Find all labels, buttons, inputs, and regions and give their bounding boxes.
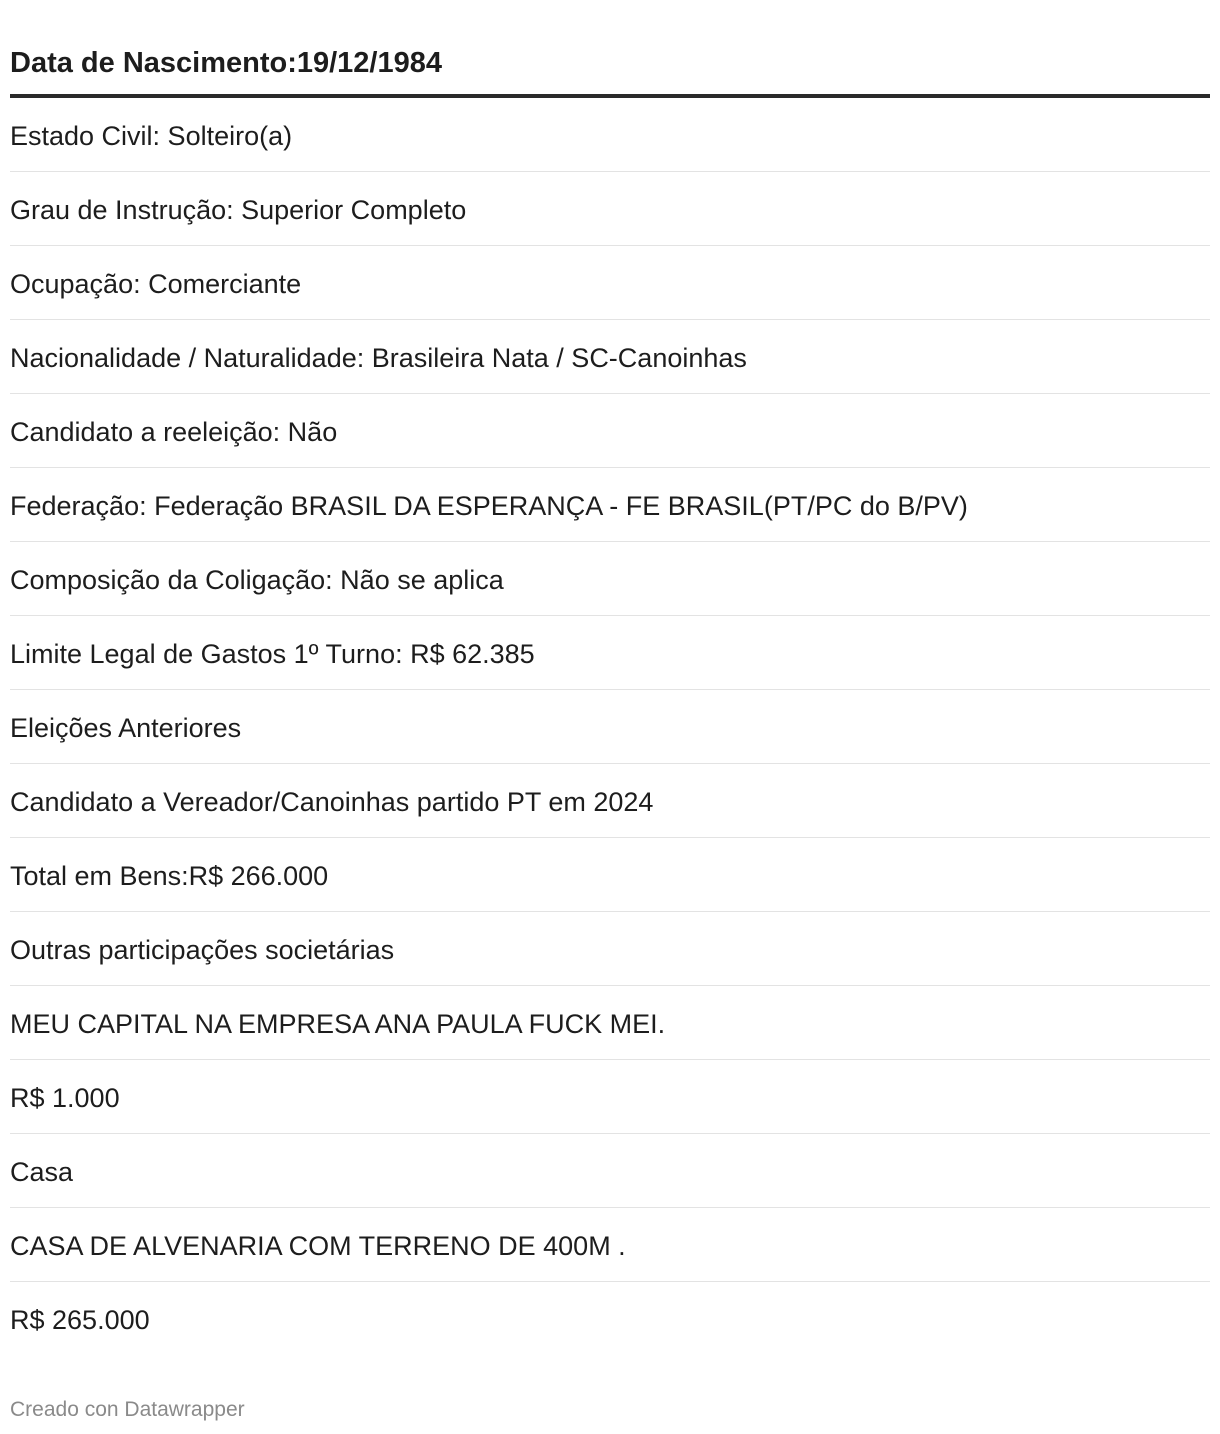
row-occupation: Ocupação: Comerciante bbox=[10, 269, 302, 299]
table-row bbox=[10, 616, 1210, 690]
table-row bbox=[10, 394, 1210, 468]
row-other-holdings: Outras participações societárias bbox=[10, 935, 395, 965]
row-house: Casa bbox=[10, 1157, 74, 1187]
data-table bbox=[10, 0, 1210, 1356]
row-total-assets: Total em Bens:R$ 266.000 bbox=[10, 861, 329, 891]
table-row bbox=[10, 320, 1210, 394]
table-row bbox=[10, 98, 1210, 172]
table-row bbox=[10, 1060, 1210, 1134]
row-nationality: Nacionalidade / Naturalidade: Brasileira Nata / SC-Canoinhas bbox=[10, 343, 747, 373]
row-previous-elections: Eleições Anteriores bbox=[10, 713, 242, 743]
table-row bbox=[10, 986, 1210, 1060]
row-holding-description: MEU CAPITAL NA EMPRESA ANA PAULA FUCK MEI. bbox=[10, 1009, 666, 1039]
table-row bbox=[10, 912, 1210, 986]
row-federation: Federação: Federação BRASIL DA ESPERANÇA - FE BRASIL(PT/PC do B/PV) bbox=[10, 491, 968, 521]
row-house-description: CASA DE ALVENARIA COM TERRENO DE 400M . bbox=[10, 1231, 626, 1261]
table-row bbox=[10, 1208, 1210, 1282]
row-education: Grau de Instrução: Superior Completo bbox=[10, 195, 467, 225]
table-row bbox=[10, 764, 1210, 838]
datawrapper-credit: Creado con Datawrapper bbox=[10, 1398, 245, 1421]
table-row bbox=[10, 1134, 1210, 1208]
row-marital-status: Estado Civil: Solteiro(a) bbox=[10, 121, 293, 151]
table-header bbox=[10, 0, 1210, 98]
table-row bbox=[10, 1282, 1210, 1356]
table-row bbox=[10, 542, 1210, 616]
table-row bbox=[10, 690, 1210, 764]
row-house-value: R$ 265.000 bbox=[10, 1305, 150, 1335]
row-reelection: Candidato a reeleição: Não bbox=[10, 417, 338, 447]
header-birth-date: Data de Nascimento:19/12/1984 bbox=[10, 47, 442, 79]
table-row bbox=[10, 838, 1210, 912]
table-row bbox=[10, 172, 1210, 246]
row-previous-candidacy: Candidato a Vereador/Canoinhas partido PT em 2024 bbox=[10, 787, 654, 817]
row-spending-limit: Limite Legal de Gastos 1º Turno: R$ 62.385 bbox=[10, 639, 535, 669]
table-row bbox=[10, 468, 1210, 542]
row-holding-value: R$ 1.000 bbox=[10, 1083, 120, 1113]
table-row bbox=[10, 246, 1210, 320]
row-coalition: Composição da Coligação: Não se aplica bbox=[10, 565, 504, 595]
